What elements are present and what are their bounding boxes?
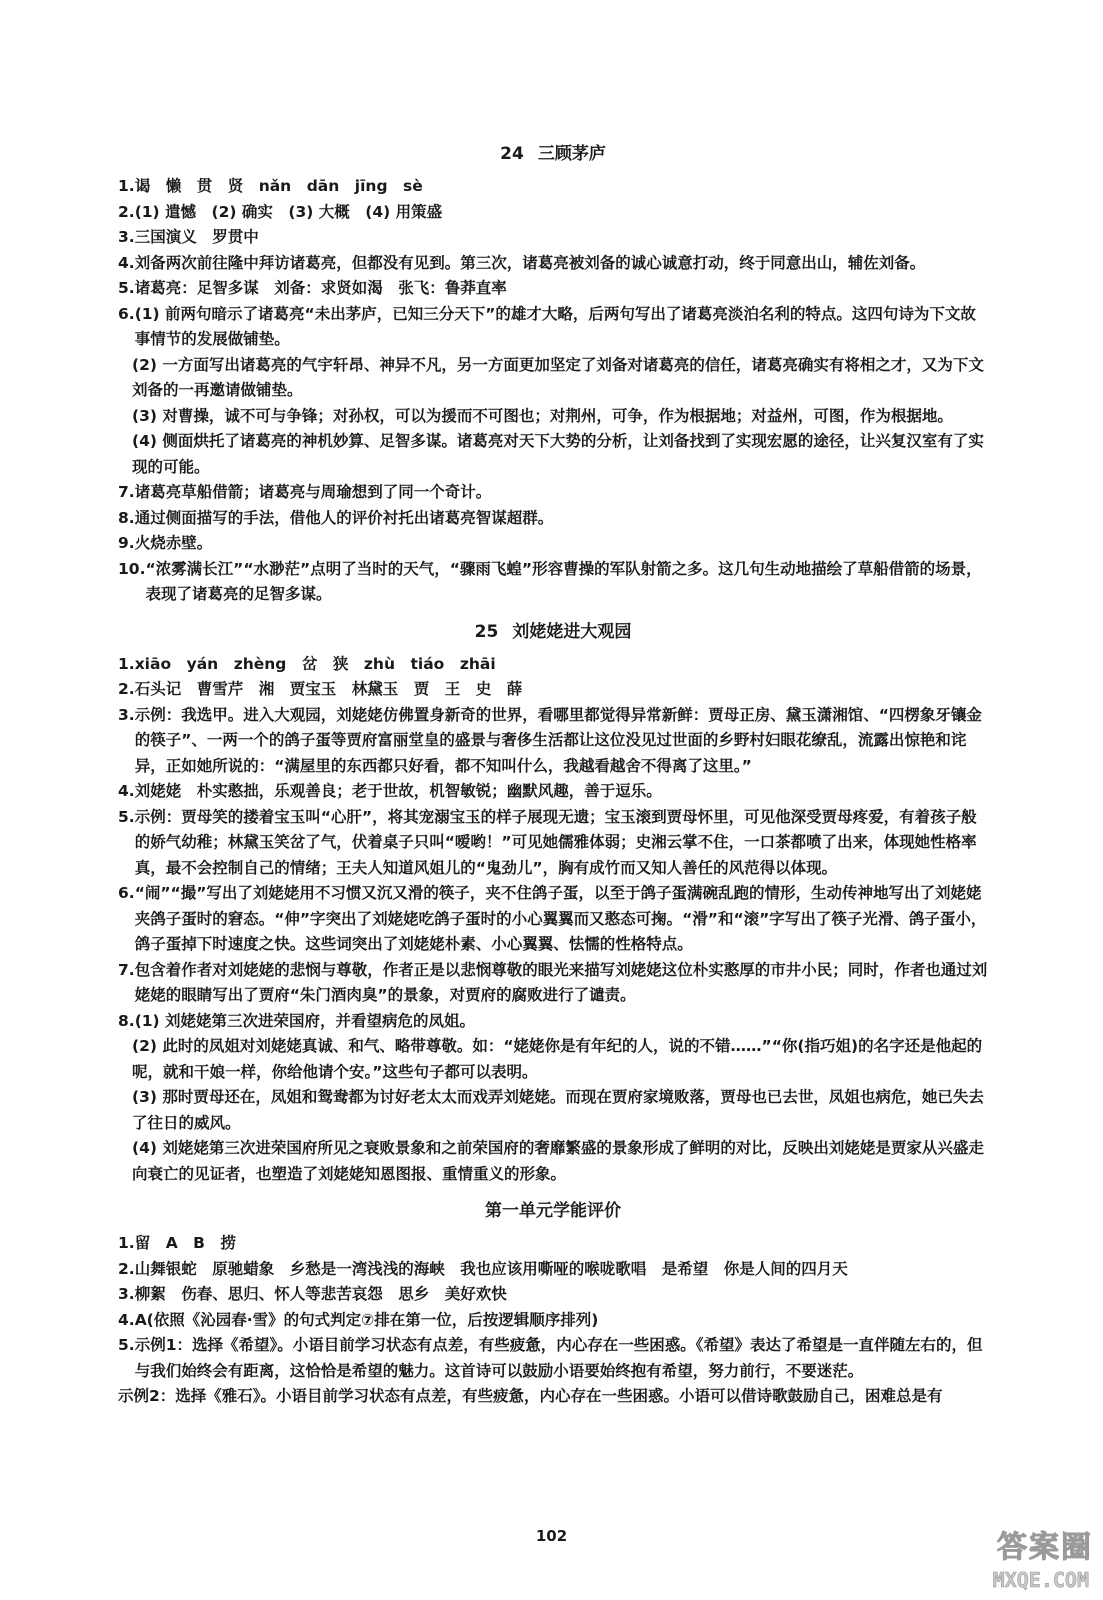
answer-item xyxy=(118,531,988,557)
answer-text: 三国演义 罗贯中 xyxy=(134,228,259,246)
section-title xyxy=(118,618,988,646)
answer-item xyxy=(118,703,988,780)
answer-item xyxy=(118,557,988,608)
answer-text: 示例1：选择《希望》。小语目前学习状态有点差，有些疲惫，内心存在一些困惑。《希望》表达了希望是一直伴随左右的，但与我们始终会有距离，这恰恰是希望的魅力。这首诗可以鼓励小语要始终抱有希望，努力前行，不要迷茫。 xyxy=(134,1336,983,1380)
answer-text: (3) 对曹操，诚不可与争锋；对孙权，可以为援而不可图也；对荆州，可争，作为根据地；对益州，可图，作为根据地。 xyxy=(132,406,953,425)
answer-item xyxy=(118,1085,988,1136)
answer-number: 6. xyxy=(118,304,135,323)
answer-text: 刘备两次前往隆中拜访诸葛亮，但都没有见到。第三次，诸葛亮被刘备的诚心诚意打动，终于同意出山，辅佐刘备。 xyxy=(134,253,926,272)
section-gap xyxy=(118,608,988,618)
answer-text: 示例：我选甲。进入大观园，刘姥姥仿佛置身新奇的世界，看哪里都觉得异常新鲜：贾母正房、黛玉潇湘馆、“四楞象牙镶金的筷子”、一两一个的鸽子蛋等贾府富丽堂皇的盛景与奢侈生活都让这位没见过世面的乡野村妇眼花缭乱，流露出惊艳和诧异，正如她所说的：“满屋里的东西都只好看，都不知叫什么，我越看越舍不得离了这里。” xyxy=(134,705,982,775)
answer-item xyxy=(118,404,988,430)
answer-item xyxy=(118,1308,988,1334)
answer-text: 火烧赤壁。 xyxy=(134,534,213,552)
answer-number: 8. xyxy=(118,1011,135,1030)
answer-text: 诸葛亮草船借箭；诸葛亮与周瑜想到了同一个奇计。 xyxy=(134,483,492,501)
answer-item xyxy=(118,677,988,703)
answer-text: “浓雾满长江”“水渺茫”点明了当时的天气，“骤雨飞蝗”形容曹操的军队射箭之多。这几句生动地描绘了草船借箭的场景，表现了诸葛亮的足智多谋。 xyxy=(145,559,982,603)
answer-text: (1) 前两句暗示了诸葛亮“未出茅庐，已知三分天下”的雄才大略，后两句写出了诸葛亮淡泊名利的特点。这四句诗为下文故事情节的发展做铺垫。 xyxy=(134,304,976,348)
answer-item xyxy=(118,652,988,678)
answer-text: (2) 此时的凤姐对刘姥姥真诚、和气、略带尊敬。如：“姥姥你是有年纪的人，说的不错……”“你(指巧姐)的名字还是他起的呢，就和干娘一样，你给他请个安。”这些句子都可以表明。 xyxy=(132,1037,983,1081)
answer-text: (1) 遣憾 (2) 确实 (3) 大概 (4) 用策盛 xyxy=(134,202,443,221)
answer-number: 4. xyxy=(118,782,135,800)
answer-item xyxy=(118,302,988,353)
answer-item xyxy=(118,353,988,404)
answer-item xyxy=(118,429,988,480)
answer-number: 8. xyxy=(118,508,135,527)
answer-item xyxy=(118,1231,988,1257)
answer-number: 1. xyxy=(118,1234,135,1252)
answer-text: 山舞银蛇 原驰蜡象 乡愁是一湾浅浅的海峡 我也应该用嘶哑的喉咙歌唱 是希望 你是人间的四月天 xyxy=(134,1259,848,1278)
answer-text: 留 A B 捞 xyxy=(134,1234,236,1252)
answer-item xyxy=(118,958,988,1009)
page-number: 102 xyxy=(535,1527,568,1545)
watermark-logo xyxy=(943,1522,1093,1592)
answer-number: 4. xyxy=(118,253,135,272)
answer-number: 7. xyxy=(118,960,135,979)
answer-text: 谒 懒 贯 贤 nǎn dān jīng sè xyxy=(134,177,423,195)
watermark-text: 答案圈 xyxy=(997,1530,1093,1565)
answer-item xyxy=(118,1333,988,1384)
answer-text: “闹”“撮”写出了刘姥姥用不习惯又沉又滑的筷子，夹不住鸽子蛋，以至于鸽子蛋满碗乱跑的情形，生动传神地写出了刘姥姥夹鸽子蛋时的窘态。“伸”字突出了刘姥姥吃鸽子蛋时的小心翼翼而又憨态可掬。“滑”和“滚”字写出了筷子光滑、鸽子蛋小，鸽子蛋掉下时速度之快。这些词突出了刘姥姥朴素、小心翼翼、怯懦的性格特点。 xyxy=(134,884,987,953)
answer-item xyxy=(118,174,988,200)
section-title xyxy=(118,1197,988,1225)
answer-number: 2. xyxy=(118,1259,135,1278)
section-title xyxy=(118,140,988,168)
answer-text: (4) 侧面烘托了诸葛亮的神机妙算、足智多谋。诸葛亮对天下大势的分析，让刘备找到了实现宏愿的途径，让兴复汉室有了实现的可能。 xyxy=(132,432,984,476)
answer-number: 7. xyxy=(118,483,135,501)
answer-item xyxy=(118,1136,988,1187)
answer-text: A(依照《沁园春·雪》的句式判定⑦排在第一位，后按逻辑顺序排列) xyxy=(134,1310,599,1329)
answer-text: 示例2：选择《雅石》。小语目前学习状态有点差，有些疲惫，内心存在一些困惑。小语可以借诗歌鼓励自己，困难总是有 xyxy=(118,1387,943,1405)
answer-number: 5. xyxy=(118,1336,135,1354)
answer-number: 1. xyxy=(118,654,135,673)
answer-number: 10. xyxy=(118,559,146,578)
answer-text: 诸葛亮：足智多谋 刘备：求贤如渴 张飞：鲁莽直率 xyxy=(134,279,507,297)
answer-number: 5. xyxy=(118,807,135,826)
answer-item xyxy=(118,1009,988,1035)
answer-item xyxy=(118,779,988,805)
answer-number: 3. xyxy=(118,705,135,724)
answer-text: (4) 刘姥姥第三次进荣国府所见之衰败景象和之前荣国府的奢靡繁盛的景象形成了鲜明的对比，反映出刘姥姥是贾家从兴盛走向衰亡的见证者，也塑造了刘姥姥知恩图报、重情重义的形象。 xyxy=(132,1139,984,1183)
answer-number: 9. xyxy=(118,534,135,552)
answer-item xyxy=(118,276,988,302)
answer-item xyxy=(118,1384,988,1410)
watermark-url: MXQE.COM xyxy=(992,1568,1089,1592)
answer-text: 包含着作者对刘姥姥的悲悯与尊敬，作者正是以悲悯尊敬的眼光来描写刘姥姥这位朴实憨厚的市井小民；同时，作者也通过刘姥姥的眼睛写出了贾府“朱门酒肉臭”的景象，对贾府的腐败进行了谴责。 xyxy=(134,960,988,1004)
section-title-text: 刘姥姥进大观园 xyxy=(512,621,632,642)
answer-text: 刘姥姥 朴实憨拙，乐观善良；老于世故，机智敏锐；幽默风趣，善于逗乐。 xyxy=(134,782,662,800)
answer-text: 通过侧面描写的手法，借他人的评价衬托出诸葛亮智谋超群。 xyxy=(134,508,554,527)
answer-item xyxy=(118,1034,988,1085)
answer-item xyxy=(118,480,988,506)
answer-text: 石头记 曹雪芹 湘 贾宝玉 林黛玉 贾 王 史 薛 xyxy=(134,680,523,698)
section-title-text: 三顾茅庐 xyxy=(537,144,606,164)
answer-number: 3. xyxy=(118,1285,135,1303)
answer-text: 柳絮 伤春、思归、怀人等悲苦哀怨 思乡 美好欢快 xyxy=(134,1285,507,1303)
answer-number: 1. xyxy=(118,177,135,195)
answer-text: xiāo yán zhèng 岔 狭 zhù tiáo zhāi xyxy=(134,654,496,673)
answer-item xyxy=(118,251,988,277)
answer-item xyxy=(118,881,988,958)
answer-number: 2. xyxy=(118,202,135,221)
answer-text: (2) 一方面写出诸葛亮的气宇轩昂、神异不凡，另一方面更加坚定了刘备对诸葛亮的信任，诸葛亮确实有将相之才，又为下文刘备的一再邀请做铺垫。 xyxy=(132,355,984,399)
answer-item xyxy=(118,1282,988,1308)
answer-number: 5. xyxy=(118,279,135,297)
answer-item xyxy=(118,225,988,251)
section-number: 25 xyxy=(474,621,499,642)
answer-text: (3) 那时贾母还在，凤姐和鸳鸯都为讨好老太太而戏弄刘姥姥。而现在贾府家境败落，贾母也已去世，凤姐也病危，她已失去了往日的威风。 xyxy=(132,1088,984,1132)
section-title-text: 第一单元学能评价 xyxy=(485,1201,621,1221)
section-number: 24 xyxy=(500,144,524,164)
answer-item xyxy=(118,506,988,532)
answer-page xyxy=(118,140,988,1410)
answer-number: 3. xyxy=(118,228,135,246)
answer-number: 6. xyxy=(118,884,135,902)
answer-item xyxy=(118,1257,988,1283)
answer-number: 4. xyxy=(118,1310,135,1329)
answer-item xyxy=(118,805,988,882)
section-gap xyxy=(118,1187,988,1197)
answer-number: 2. xyxy=(118,680,135,698)
answer-text: (1) 刘姥姥第三次进荣国府，并看望病危的凤姐。 xyxy=(134,1011,476,1030)
answer-text: 示例：贾母笑的搂着宝玉叫“心肝”，将其宠溺宝玉的样子展现无遗；宝玉滚到贾母怀里，可见他深受贾母疼爱，有着孩子般的娇气幼稚；林黛玉笑岔了气，伏着桌子只叫“嗳哟！”可见她儒雅体弱；史湘云掌不住，一口茶都喷了出来，体现她性格率真，最不会控制自己的情绪；王夫人知道风姐儿的“鬼劲儿”，胸有成竹而又知人善任的风范得以体现。 xyxy=(134,807,977,877)
answer-item xyxy=(118,200,988,226)
